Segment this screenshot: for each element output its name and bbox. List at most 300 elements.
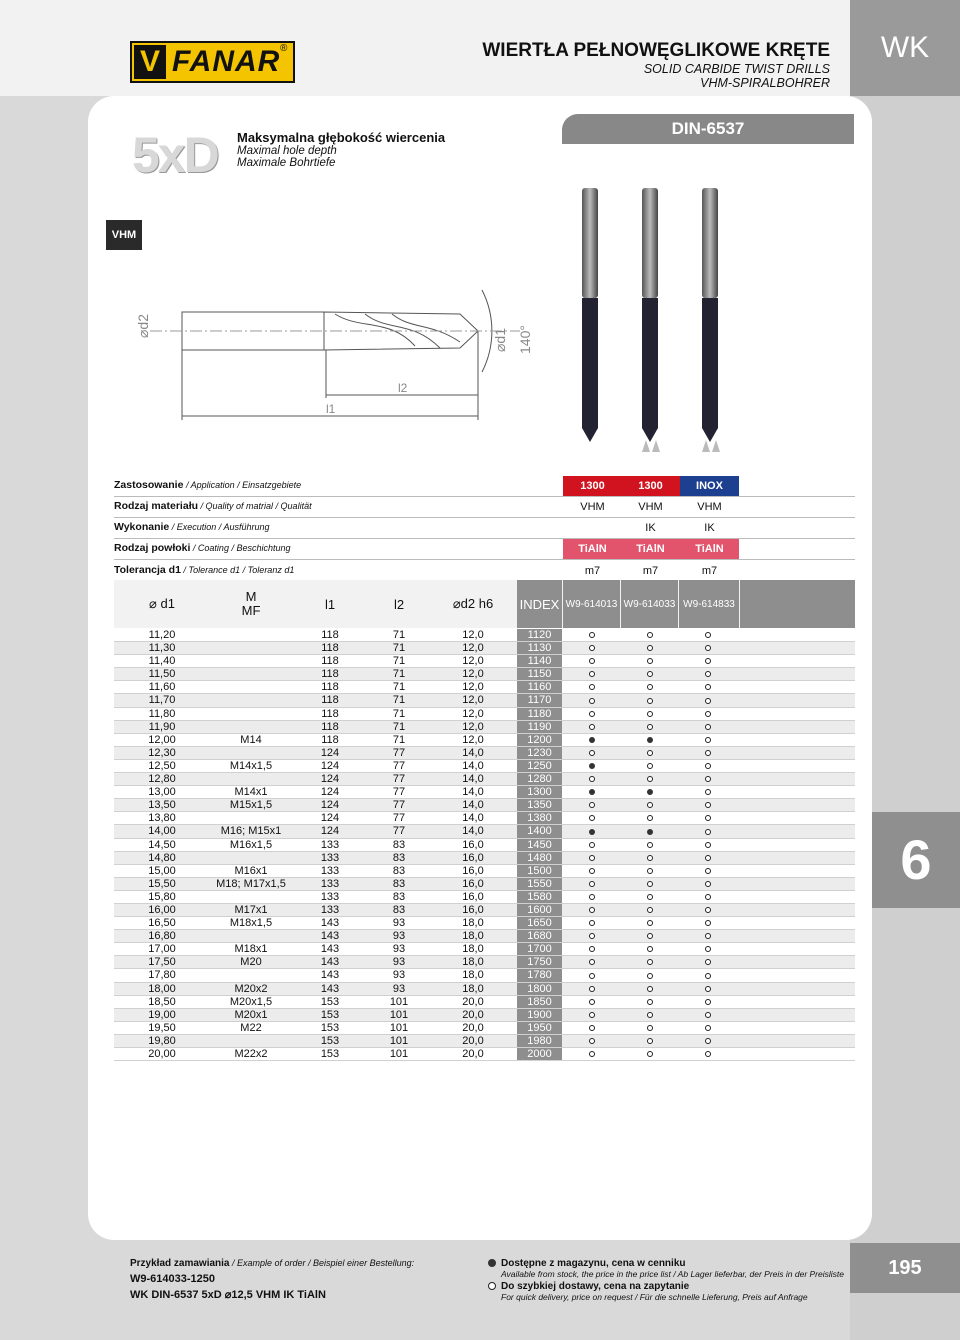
cell-d1: 11,80	[148, 707, 176, 720]
open-dot-icon	[705, 894, 711, 900]
l1-label: l1	[326, 402, 336, 416]
open-dot-icon	[589, 698, 595, 704]
table-row	[114, 839, 855, 852]
header-code-1: W9-614013	[563, 580, 620, 628]
angle-label: 140°	[517, 325, 533, 354]
table-row	[114, 996, 855, 1009]
legend-open-en: For quick delivery, price on request / Für die schnelle Lieferung, Preis auf Anfrage	[501, 1292, 808, 1302]
open-dot-icon	[705, 973, 711, 979]
cell-l1: 124	[320, 786, 340, 799]
cell-d2: 16,0	[462, 903, 484, 916]
open-dot-icon	[705, 907, 711, 913]
drill-table-body	[114, 629, 855, 1061]
cell-index: 1850	[517, 996, 562, 1009]
cell-l2: 93	[392, 917, 406, 930]
filled-dot-icon	[647, 789, 653, 795]
cell-l1: 153	[320, 1034, 340, 1047]
table-row	[114, 708, 855, 721]
title-pl: WIERTŁA PEŁNOWĘGLIKOWE KRĘTE	[482, 40, 830, 61]
open-dot-icon	[647, 999, 653, 1005]
cell-l2: 71	[392, 720, 406, 733]
cell-index: 1500	[517, 865, 562, 878]
open-dot-icon	[647, 1012, 653, 1018]
cell-d1: 11,90	[148, 720, 176, 733]
cell-d1: 12,30	[148, 746, 176, 759]
open-dot-icon	[647, 855, 653, 861]
cell-l2: 83	[392, 838, 406, 851]
open-dot-icon	[705, 750, 711, 756]
table-row	[114, 943, 855, 956]
cell-l1: 118	[321, 655, 339, 668]
cell-d2: 14,0	[462, 812, 484, 825]
cell-l2: 71	[392, 681, 406, 694]
cell-d1: 19,00	[148, 1008, 176, 1021]
cell-l2: 101	[389, 1034, 409, 1047]
cell-d2: 12,0	[462, 694, 484, 707]
open-dot-icon	[488, 1282, 496, 1290]
cell-m: M14x1	[234, 786, 268, 799]
table-row	[114, 747, 855, 760]
drill-photo-3	[702, 188, 718, 442]
logo-v-icon: V	[134, 45, 166, 79]
open-dot-icon	[589, 1025, 595, 1031]
open-dot-icon	[589, 946, 595, 952]
legend-filled-pl: Dostępne z magazynu, cena w cenniku	[501, 1258, 686, 1269]
cell-d2: 12,0	[462, 733, 484, 746]
page-number: 195	[850, 1243, 960, 1293]
open-dot-icon	[647, 750, 653, 756]
cell-d2: 20,0	[462, 1021, 484, 1034]
cell-d1: 16,50	[148, 917, 176, 930]
cell-d1: 14,50	[148, 838, 176, 851]
cell-d2: 14,0	[462, 825, 484, 838]
open-dot-icon	[589, 920, 595, 926]
open-dot-icon	[705, 959, 711, 965]
open-dot-icon	[647, 1051, 653, 1057]
open-dot-icon	[647, 658, 653, 664]
legend-filled-en: Available from stock, the price in the price list / Ab Lager lieferbar, der Preis in der Preisliste	[501, 1269, 844, 1279]
open-dot-icon	[705, 789, 711, 795]
property-value	[563, 518, 622, 538]
cell-m: M14	[240, 733, 262, 746]
order-line-1: W9-614033-1250	[130, 1273, 216, 1285]
table-row	[114, 1048, 855, 1061]
depth-label	[237, 130, 445, 169]
cell-index: 1580	[517, 891, 562, 904]
title-en: SOLID CARBIDE TWIST DRILLS	[643, 62, 830, 76]
cell-d1: 11,50	[148, 668, 176, 681]
cell-m: M15x1,5	[229, 799, 273, 812]
cell-m: M18; M17x1,5	[216, 877, 286, 890]
cell-d2: 12,0	[462, 629, 484, 641]
open-dot-icon	[705, 920, 711, 926]
open-dot-icon	[705, 815, 711, 821]
header-d2: ⌀d2 h6	[452, 596, 494, 611]
cell-index: 1140	[517, 655, 562, 668]
cell-index: 1480	[517, 852, 562, 865]
property-value: m7	[642, 565, 659, 577]
cell-index: 1120	[517, 629, 562, 642]
open-dot-icon	[647, 881, 653, 887]
property-label	[114, 479, 554, 491]
open-dot-icon	[705, 671, 711, 677]
property-value: 1300	[621, 476, 680, 496]
header-l1: l1	[324, 596, 336, 612]
cell-l1: 133	[320, 890, 340, 903]
open-dot-icon	[647, 724, 653, 730]
cell-m: M17x1	[234, 903, 268, 916]
cell-d2: 16,0	[462, 864, 484, 877]
table-row	[114, 865, 855, 878]
order-label: Przykład zamawiania	[130, 1258, 230, 1269]
table-row	[114, 904, 855, 917]
cell-l2: 93	[392, 969, 406, 982]
cell-l1: 124	[320, 812, 340, 825]
cell-d1: 12,80	[148, 773, 176, 786]
open-dot-icon	[647, 802, 653, 808]
open-dot-icon	[705, 1012, 711, 1018]
property-value: VHM	[638, 501, 663, 513]
cell-l2: 93	[392, 943, 406, 956]
cell-d1: 15,00	[148, 864, 176, 877]
open-dot-icon	[647, 842, 653, 848]
cell-l2: 77	[392, 786, 406, 799]
cell-l2: 77	[392, 773, 406, 786]
property-divider	[114, 538, 855, 539]
property-value: VHM	[580, 501, 605, 513]
cell-l2: 71	[392, 707, 406, 720]
cell-d1: 16,80	[148, 930, 176, 943]
cell-d1: 14,00	[148, 825, 176, 838]
open-dot-icon	[705, 645, 711, 651]
cell-l1: 124	[320, 759, 340, 772]
cell-l1: 118	[321, 629, 339, 641]
open-dot-icon	[705, 829, 711, 835]
table-row	[114, 1022, 855, 1035]
open-dot-icon	[647, 1025, 653, 1031]
cell-m: M22	[240, 1021, 262, 1034]
filled-dot-icon	[589, 789, 595, 795]
order-line-2: WK DIN-6537 5xD ⌀12,5 VHM IK TiAlN	[130, 1289, 326, 1301]
open-dot-icon	[705, 986, 711, 992]
table-row	[114, 773, 855, 786]
open-dot-icon	[705, 842, 711, 848]
cell-l2: 71	[392, 655, 406, 668]
property-label	[114, 521, 554, 533]
open-dot-icon	[647, 711, 653, 717]
open-dot-icon	[647, 946, 653, 952]
open-dot-icon	[647, 632, 653, 638]
open-dot-icon	[589, 815, 595, 821]
cell-index: 1400	[517, 825, 562, 838]
cell-d2: 20,0	[462, 1048, 484, 1060]
cell-l1: 133	[320, 877, 340, 890]
cell-index: 1280	[517, 773, 562, 786]
open-dot-icon	[589, 776, 595, 782]
open-dot-icon	[589, 868, 595, 874]
cell-l1: 153	[320, 1048, 340, 1060]
open-dot-icon	[647, 920, 653, 926]
cell-index: 1900	[517, 1009, 562, 1022]
filled-dot-icon	[488, 1259, 496, 1267]
table-row	[114, 969, 855, 982]
open-dot-icon	[705, 868, 711, 874]
cell-l1: 124	[320, 825, 340, 838]
cell-index: 1950	[517, 1022, 562, 1035]
cell-m: M16x1	[234, 864, 268, 877]
cell-d2: 18,0	[462, 969, 484, 982]
open-dot-icon	[705, 776, 711, 782]
cell-d2: 16,0	[462, 877, 484, 890]
table-row	[114, 878, 855, 891]
cell-l1: 118	[321, 707, 339, 720]
table-row	[114, 760, 855, 773]
table-row	[114, 891, 855, 904]
cell-d2: 12,0	[462, 720, 484, 733]
cell-index: 1750	[517, 956, 562, 969]
cell-index: 1800	[517, 983, 562, 996]
open-dot-icon	[647, 671, 653, 677]
open-dot-icon	[589, 894, 595, 900]
cell-d1: 13,00	[148, 786, 176, 799]
cell-d2: 20,0	[462, 995, 484, 1008]
open-dot-icon	[705, 946, 711, 952]
property-value: IK	[645, 522, 656, 534]
depth-label-de: Maximale Bohrtiefe	[237, 157, 336, 169]
cell-l1: 143	[320, 943, 340, 956]
cell-d1: 17,50	[148, 956, 176, 969]
cell-l1: 133	[320, 903, 340, 916]
cell-l1: 143	[320, 930, 340, 943]
depth-label-en: Maximal hole depth	[237, 145, 337, 157]
cell-d1: 11,30	[148, 642, 176, 655]
cell-l1: 143	[320, 969, 340, 982]
open-dot-icon	[647, 776, 653, 782]
open-dot-icon	[705, 658, 711, 664]
property-divider	[114, 559, 855, 560]
cell-l2: 93	[392, 956, 406, 969]
cell-l1: 133	[320, 838, 340, 851]
table-row	[114, 852, 855, 865]
cell-d1: 19,80	[148, 1034, 176, 1047]
cell-l1: 153	[320, 1008, 340, 1021]
cell-l2: 77	[392, 759, 406, 772]
table-row	[114, 825, 855, 838]
open-dot-icon	[705, 802, 711, 808]
header-m-mf	[210, 580, 292, 628]
table-row	[114, 930, 855, 943]
property-value: TiAlN	[563, 539, 622, 559]
header-d1: ⌀ d1	[149, 596, 175, 611]
table-row	[114, 1035, 855, 1048]
open-dot-icon	[705, 711, 711, 717]
cell-m: M20x2	[234, 982, 268, 995]
cell-l2: 71	[392, 668, 406, 681]
property-label	[114, 564, 554, 576]
open-dot-icon	[705, 698, 711, 704]
open-dot-icon	[589, 802, 595, 808]
cell-d1: 13,80	[148, 812, 176, 825]
cell-d2: 16,0	[462, 890, 484, 903]
open-dot-icon	[647, 933, 653, 939]
cell-l1: 118	[321, 694, 339, 707]
cell-d2: 12,0	[462, 655, 484, 668]
cell-d2: 18,0	[462, 930, 484, 943]
table-row	[114, 734, 855, 747]
property-value: VHM	[697, 501, 722, 513]
open-dot-icon	[589, 999, 595, 1005]
open-dot-icon	[705, 1051, 711, 1057]
property-value: 1300	[563, 476, 622, 496]
property-label-main: Rodzaj materiału	[114, 500, 199, 512]
open-dot-icon	[589, 711, 595, 717]
cell-d2: 12,0	[462, 707, 484, 720]
cell-d1: 17,80	[148, 969, 176, 982]
open-dot-icon	[589, 855, 595, 861]
cell-l1: 143	[320, 982, 340, 995]
cell-m: M20x1	[234, 1008, 268, 1021]
cell-l2: 77	[392, 825, 406, 838]
property-value: TiAlN	[621, 539, 680, 559]
open-dot-icon	[589, 658, 595, 664]
property-value: INOX	[680, 476, 739, 496]
filled-dot-icon	[589, 737, 595, 743]
table-row	[114, 655, 855, 668]
cell-d1: 12,00	[148, 733, 176, 746]
property-label-main: Tolerancja d1	[114, 564, 181, 576]
cell-l2: 101	[389, 1048, 409, 1060]
drill-photos	[560, 180, 740, 470]
table-row	[114, 668, 855, 681]
drill-drawing	[130, 270, 560, 440]
d2-label: ⌀d2	[135, 313, 151, 338]
cell-m: M16x1,5	[229, 838, 273, 851]
open-dot-icon	[589, 671, 595, 677]
open-dot-icon	[647, 645, 653, 651]
open-dot-icon	[589, 881, 595, 887]
table-row	[114, 956, 855, 969]
filled-dot-icon	[647, 737, 653, 743]
cell-l1: 124	[320, 746, 340, 759]
open-dot-icon	[705, 632, 711, 638]
open-dot-icon	[705, 737, 711, 743]
drill-photo-2	[642, 188, 658, 442]
logo-text: FANAR	[172, 45, 281, 78]
open-dot-icon	[705, 763, 711, 769]
open-dot-icon	[589, 724, 595, 730]
cell-d1: 20,00	[148, 1048, 176, 1060]
cell-l2: 101	[389, 1008, 409, 1021]
cell-d1: 11,40	[148, 655, 176, 668]
cell-l2: 101	[389, 995, 409, 1008]
cell-l2: 71	[392, 694, 406, 707]
open-dot-icon	[589, 933, 595, 939]
filled-dot-icon	[647, 829, 653, 835]
cell-d1: 12,50	[148, 759, 176, 772]
cell-index: 1650	[517, 917, 562, 930]
open-dot-icon	[647, 973, 653, 979]
open-dot-icon	[589, 1038, 595, 1044]
cell-d1: 18,00	[148, 982, 176, 995]
open-dot-icon	[647, 907, 653, 913]
cell-index: 1200	[517, 734, 562, 747]
table-row	[114, 681, 855, 694]
property-divider	[114, 496, 855, 497]
cell-m: M22x2	[234, 1048, 268, 1060]
cell-l2: 71	[392, 642, 406, 655]
order-example	[130, 1258, 480, 1301]
table-row	[114, 642, 855, 655]
cell-d1: 11,20	[148, 629, 176, 641]
open-dot-icon	[705, 855, 711, 861]
cell-index: 1600	[517, 904, 562, 917]
property-label-sub: / Tolerance d1 / Toleranz d1	[180, 565, 295, 575]
open-dot-icon	[589, 973, 595, 979]
catalog-title	[482, 40, 830, 90]
cell-index: 1450	[517, 839, 562, 852]
cell-index: 1350	[517, 799, 562, 812]
cell-d2: 16,0	[462, 838, 484, 851]
cell-m: M18x1,5	[229, 917, 273, 930]
property-value: IK	[704, 522, 715, 534]
cell-l1: 118	[321, 681, 339, 694]
cell-l2: 83	[392, 877, 406, 890]
cell-index: 1680	[517, 930, 562, 943]
property-label-main: Zastosowanie	[114, 479, 184, 491]
cell-l2: 77	[392, 799, 406, 812]
cell-d1: 11,60	[148, 681, 176, 694]
cell-l1: 153	[320, 995, 340, 1008]
cell-d2: 14,0	[462, 773, 484, 786]
cell-index: 1180	[517, 708, 562, 721]
standard-badge: DIN-6537	[562, 114, 854, 144]
open-dot-icon	[589, 907, 595, 913]
cell-m: M16; M15x1	[220, 825, 282, 838]
open-dot-icon	[705, 1025, 711, 1031]
order-sub: / Example of order / Beispiel einer Bestellung:	[229, 1258, 415, 1268]
cell-d1: 19,50	[148, 1021, 176, 1034]
cell-d2: 14,0	[462, 799, 484, 812]
header-empty	[740, 580, 855, 628]
open-dot-icon	[589, 684, 595, 690]
cell-l1: 153	[320, 1021, 340, 1034]
cell-d1: 15,80	[148, 890, 176, 903]
cell-l2: 101	[389, 1021, 409, 1034]
cell-l2: 93	[392, 982, 406, 995]
cell-d2: 12,0	[462, 668, 484, 681]
cell-m: M20x1,5	[229, 995, 273, 1008]
depth-badge: 5xD	[132, 127, 218, 183]
cell-d1: 17,00	[148, 943, 176, 956]
table-row	[114, 721, 855, 734]
cell-d1: 11,70	[148, 694, 176, 707]
table-row	[114, 812, 855, 825]
property-label-sub: / Coating / Beschichtung	[190, 543, 291, 553]
cell-d2: 18,0	[462, 982, 484, 995]
open-dot-icon	[589, 1012, 595, 1018]
open-dot-icon	[647, 684, 653, 690]
cell-l1: 124	[320, 773, 340, 786]
cell-d1: 16,00	[148, 903, 176, 916]
open-dot-icon	[705, 999, 711, 1005]
property-label-sub: / Application / Einsatzgebiete	[183, 480, 302, 490]
cell-l1: 143	[320, 956, 340, 969]
header-code-3: W9-614833	[679, 580, 739, 628]
open-dot-icon	[647, 763, 653, 769]
material-badge: VHM	[106, 220, 142, 250]
property-label-main: Rodzaj powłoki	[114, 542, 191, 554]
property-value: m7	[584, 565, 601, 577]
